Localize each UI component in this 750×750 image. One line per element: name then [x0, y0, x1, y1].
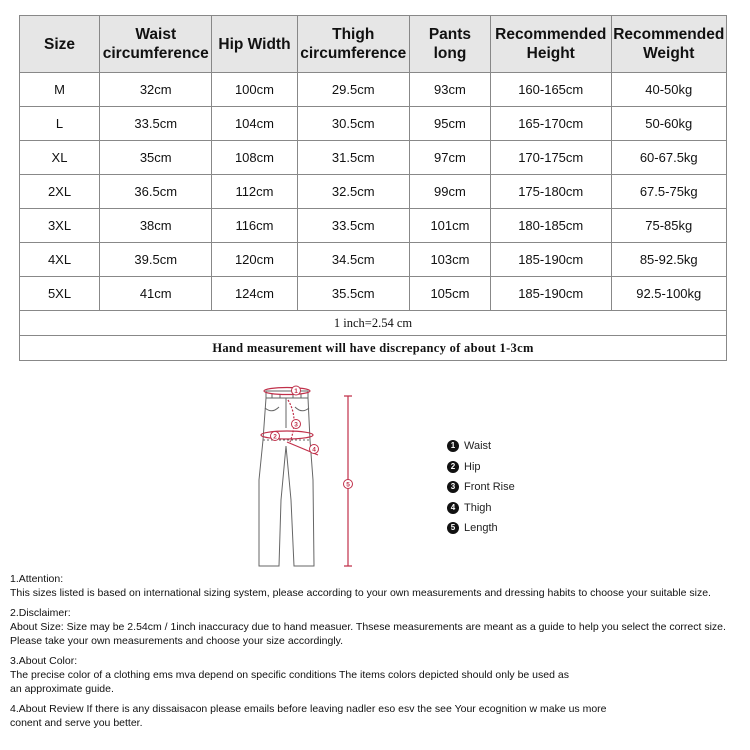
- pants-outline-icon: [259, 391, 314, 566]
- size-chart-table: [19, 15, 727, 361]
- cell-waist: 33.5cm: [100, 107, 212, 141]
- cell-thigh: 33.5cm: [297, 209, 409, 243]
- discrepancy-note: Hand measurement will have discrepancy of about 1-3cm: [20, 336, 727, 361]
- header-hip: Hip Width: [212, 16, 297, 73]
- cell-height: 175-180cm: [490, 175, 611, 209]
- cell-hip: 100cm: [212, 73, 297, 107]
- cell-thigh: 31.5cm: [297, 141, 409, 175]
- note-disclaimer: [10, 606, 748, 648]
- legend-label: Waist: [464, 440, 492, 453]
- cell-height: 185-190cm: [490, 277, 611, 311]
- cell-size: 2XL: [20, 175, 100, 209]
- note-attention: [10, 572, 748, 600]
- header-recommended-height: Recommended Height: [490, 16, 611, 73]
- cell-hip: 116cm: [212, 209, 297, 243]
- note-text: The precise color of a clothing ems mva depend on specific conditions The items colors depicted should only be used as: [10, 669, 569, 681]
- cell-pants-long: 93cm: [409, 73, 490, 107]
- note-about-review: [10, 702, 748, 730]
- marker-2-icon: [271, 432, 280, 441]
- cell-waist: 38cm: [100, 209, 212, 243]
- cell-waist: 39.5cm: [100, 243, 212, 277]
- marker-5-icon: [344, 480, 353, 489]
- discrepancy-note-row: [20, 336, 727, 361]
- number-5-icon: 5: [447, 522, 459, 534]
- cell-height: 170-175cm: [490, 141, 611, 175]
- measurement-lines: [261, 388, 352, 567]
- cell-hip: 104cm: [212, 107, 297, 141]
- marker-4-icon: [310, 445, 319, 454]
- inch-conversion-note: 1 inch=2.54 cm: [20, 311, 727, 336]
- note-text: This sizes listed is based on international sizing system, please according to your own measurements and dressing habits to choose your suitable size.: [10, 587, 711, 599]
- inch-note-row: [20, 311, 727, 336]
- legend-item-hip: [447, 457, 515, 478]
- cell-height: 160-165cm: [490, 73, 611, 107]
- cell-hip: 108cm: [212, 141, 297, 175]
- cell-thigh: 30.5cm: [297, 107, 409, 141]
- note-text: Please take your own measurements and choose your size accordingly.: [10, 635, 344, 647]
- svg-text:2: 2: [273, 433, 277, 441]
- note-about-color: [10, 654, 748, 696]
- number-3-icon: 3: [447, 481, 459, 493]
- legend-label: Front Rise: [464, 481, 515, 494]
- header-recommended-weight: Recommended Weight: [611, 16, 727, 73]
- measurement-legend: [447, 436, 515, 539]
- cell-size: XL: [20, 141, 100, 175]
- cell-weight: 50-60kg: [611, 107, 727, 141]
- note-text: About Size: Size may be 2.54cm / 1inch inaccuracy due to hand measuer. Thsese measurements are meant as a guide to help you select the correct size.: [10, 621, 726, 633]
- cell-pants-long: 101cm: [409, 209, 490, 243]
- svg-text:4: 4: [312, 446, 316, 454]
- legend-item-front-rise: [447, 477, 515, 498]
- table-header-row: [20, 16, 727, 73]
- svg-text:5: 5: [346, 481, 350, 489]
- note-heading: 3.About Color:: [10, 655, 78, 667]
- cell-weight: 92.5-100kg: [611, 277, 727, 311]
- cell-weight: 40-50kg: [611, 73, 727, 107]
- table-row: [20, 107, 727, 141]
- note-text: 4.About Review If there is any dissaisacon please emails before leaving nadler eso esv the see Your ecognition w make us more: [10, 703, 607, 715]
- svg-text:3: 3: [294, 421, 298, 429]
- table-row: [20, 175, 727, 209]
- cell-thigh: 34.5cm: [297, 243, 409, 277]
- marker-1-icon: [292, 386, 301, 395]
- table-row: [20, 141, 727, 175]
- cell-hip: 112cm: [212, 175, 297, 209]
- legend-item-thigh: [447, 498, 515, 519]
- cell-weight: 60-67.5kg: [611, 141, 727, 175]
- table-row: [20, 209, 727, 243]
- legend-label: Hip: [464, 460, 481, 473]
- cell-height: 180-185cm: [490, 209, 611, 243]
- cell-waist: 36.5cm: [100, 175, 212, 209]
- header-pants-long: Pants long: [409, 16, 490, 73]
- cell-waist: 35cm: [100, 141, 212, 175]
- cell-pants-long: 97cm: [409, 141, 490, 175]
- cell-pants-long: 99cm: [409, 175, 490, 209]
- legend-item-waist: [447, 436, 515, 457]
- header-waist: Waist circumference: [100, 16, 212, 73]
- cell-height: 165-170cm: [490, 107, 611, 141]
- cell-waist: 41cm: [100, 277, 212, 311]
- svg-text:1: 1: [294, 388, 298, 395]
- header-thigh: Thigh circumference: [297, 16, 409, 73]
- cell-pants-long: 95cm: [409, 107, 490, 141]
- cell-pants-long: 105cm: [409, 277, 490, 311]
- number-4-icon: 4: [447, 502, 459, 514]
- cell-hip: 120cm: [212, 243, 297, 277]
- legend-label: Length: [464, 522, 498, 535]
- cell-size: 4XL: [20, 243, 100, 277]
- marker-3-icon: [292, 420, 301, 429]
- number-1-icon: 1: [447, 440, 459, 452]
- pants-measurement-diagram: [250, 380, 370, 575]
- cell-weight: 85-92.5kg: [611, 243, 727, 277]
- cell-size: L: [20, 107, 100, 141]
- cell-waist: 32cm: [100, 73, 212, 107]
- table-row: [20, 73, 727, 107]
- cell-weight: 75-85kg: [611, 209, 727, 243]
- cell-size: 3XL: [20, 209, 100, 243]
- measurement-markers: [271, 386, 353, 489]
- cell-thigh: 29.5cm: [297, 73, 409, 107]
- cell-hip: 124cm: [212, 277, 297, 311]
- cell-thigh: 32.5cm: [297, 175, 409, 209]
- note-heading: 1.Attention:: [10, 573, 64, 585]
- cell-pants-long: 103cm: [409, 243, 490, 277]
- notes-section: [10, 572, 748, 736]
- note-text: an approximate guide.: [10, 683, 114, 695]
- table-row: [20, 243, 727, 277]
- note-text: conent and serve you better.: [10, 717, 143, 729]
- note-heading: 2.Disclaimer:: [10, 607, 71, 619]
- legend-item-length: [447, 518, 515, 539]
- table-row: [20, 277, 727, 311]
- cell-weight: 67.5-75kg: [611, 175, 727, 209]
- cell-size: 5XL: [20, 277, 100, 311]
- cell-height: 185-190cm: [490, 243, 611, 277]
- header-size: Size: [20, 16, 100, 73]
- legend-label: Thigh: [464, 501, 492, 514]
- cell-size: M: [20, 73, 100, 107]
- cell-thigh: 35.5cm: [297, 277, 409, 311]
- number-2-icon: 2: [447, 461, 459, 473]
